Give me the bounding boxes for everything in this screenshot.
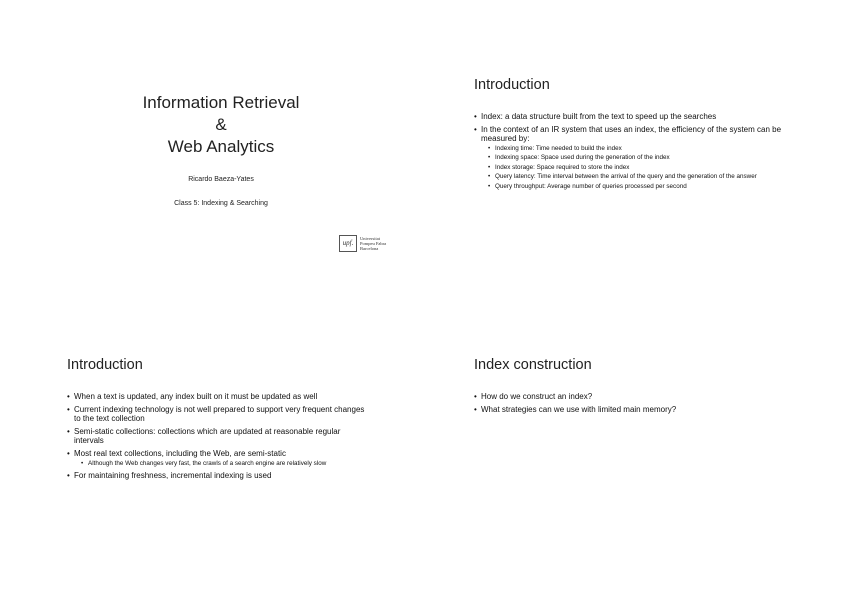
bullet-list — [474, 112, 784, 194]
bullet-item — [67, 471, 372, 481]
university-name-line-3: Barcelona — [360, 246, 379, 252]
sub-bullet-item: • Although the Web changes very fast, the crawls of a search engine are relatively slow — [74, 460, 372, 469]
university-name-line-1: Universitat — [360, 235, 380, 241]
bullet-item — [67, 405, 372, 424]
bullet-text: How do we construct an index? — [481, 392, 593, 401]
bullet-text: When a text is updated, any index built on it must be updated as well — [74, 392, 318, 401]
sub-bullet-list — [74, 460, 372, 469]
bullet-list — [474, 392, 784, 417]
bullet-text: What strategies can we use with limited main memory? — [481, 404, 677, 414]
slide-heading: Index construction — [474, 357, 592, 373]
sub-bullet-item: • Query throughput: Average number of queries processed per second — [481, 183, 784, 192]
bullet-item — [67, 427, 372, 446]
slide-heading: Introduction — [67, 357, 143, 373]
sub-bullet-item: • Indexing time: Time needed to build the index — [481, 145, 784, 154]
title-line-3: Web Analytics — [167, 137, 275, 156]
bullet-item — [474, 392, 784, 402]
slide-introduction-1 — [470, 70, 848, 310]
bullet-item — [474, 112, 784, 122]
slide-title-page — [35, 70, 425, 310]
bullet-list — [67, 392, 372, 484]
sub-bullet-item: • Query latency: Time interval between the arrival of the query and the generation of the answer — [481, 173, 784, 182]
title-line-1: Information Retrieval — [142, 93, 300, 112]
university-name — [360, 236, 386, 252]
bullet-item — [67, 392, 372, 402]
bullet-text: For maintaining freshness, incremental indexing is used — [74, 471, 272, 481]
bullet-item — [474, 125, 784, 192]
sub-bullet-item: • Indexing space: Space used during the generation of the index — [481, 154, 784, 163]
slide-index-construction — [470, 350, 848, 590]
bullet-text: Index: a data structure built from the text to speed up the searches — [481, 112, 717, 121]
author-name: Ricardo Baeza-Yates — [188, 176, 254, 183]
sub-bullet-item: • Index storage: Space required to store the index — [481, 164, 784, 173]
class-subtitle: Class 5: Indexing & Searching — [174, 200, 268, 207]
bullet-text: Most real text collections, including the Web, are semi-static — [74, 448, 286, 458]
title-line-2: & — [215, 115, 227, 134]
slide-heading: Introduction — [474, 77, 550, 93]
upf-logo-icon: upf. — [339, 235, 357, 252]
bullet-text: In the context of an IR system that uses an index, the efficiency of the system can be measured by: — [481, 124, 782, 144]
sub-bullet-list — [481, 145, 784, 192]
university-logo — [339, 235, 386, 252]
slide-introduction-2 — [63, 350, 453, 590]
bullet-item — [67, 449, 372, 468]
university-name-line-2: Pompeu Fabra — [360, 240, 387, 246]
presentation-title — [35, 92, 407, 158]
bullet-item — [474, 405, 784, 415]
bullet-text: Semi-static collections: collections which are updated at reasonable regular intervals — [74, 426, 341, 446]
bullet-text: Current indexing technology is not well prepared to support very frequent changes to the text collection — [74, 404, 365, 424]
